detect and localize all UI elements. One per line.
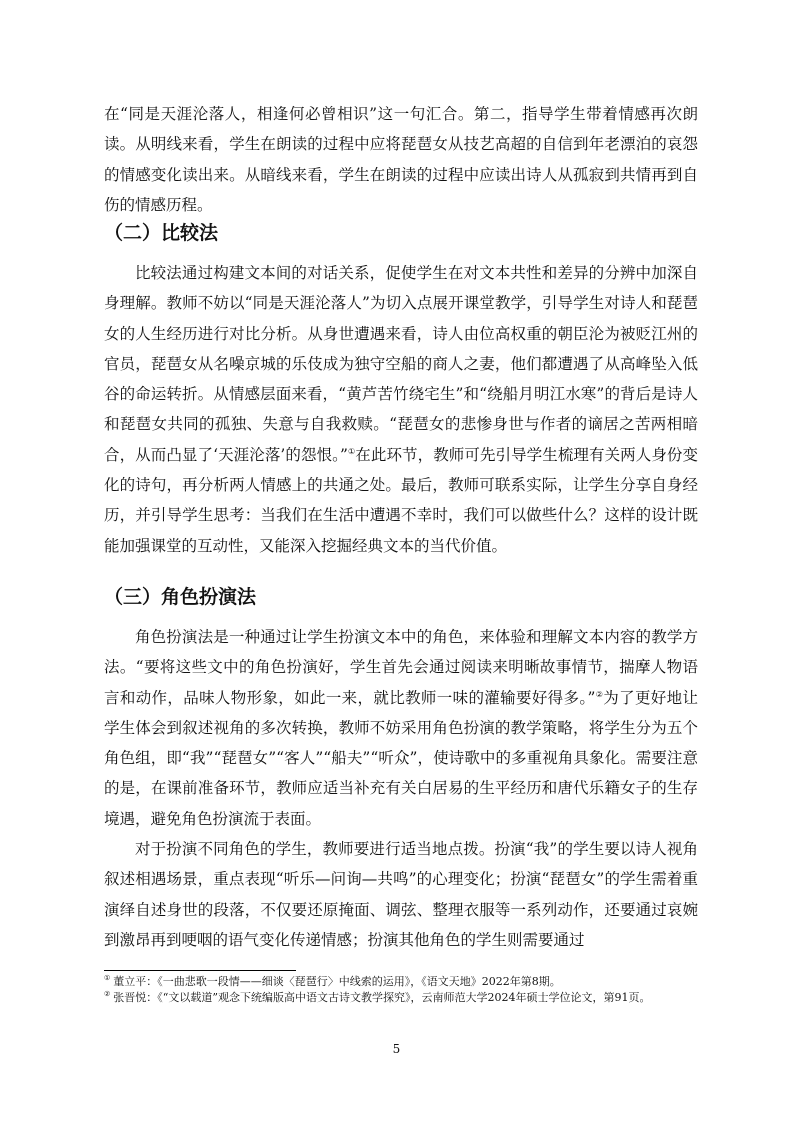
footnote-2-mark: ② xyxy=(104,990,111,999)
footnote-ref-1[interactable]: ① xyxy=(347,446,356,456)
footnote-2-text: 张晋悦：《“文以载道”观念下统编版高中语文古诗文教学探究》，云南师范大学2024年硕士学位论文，第91页。 xyxy=(113,991,651,1004)
paragraph-2-text-b: 在此环节，教师可先引导学生梳理有关两人身份变化的诗句，再分析两人情感上的共通之处。最后，教师可联系实际，让学生分享自身经历，并引导学生思考：当我们在生活中遭遇不幸时，我们可以做些什么？这样的设计既能加强课堂的互动性，又能深入挖掘经典文本的当代价值。 xyxy=(104,445,699,555)
footnotes xyxy=(104,974,698,1006)
section-heading-comparison: （二）比较法 xyxy=(104,222,219,244)
paragraph-2-text-a: 比较法通过构建文本间的对话关系，促使学生在对文本共性和差异的分辨中加深自身理解。教师不妨以“同是天涯沦落人”为切入点展开课堂教学，引导学生对诗人和琵琶女的人生经历进行对比分析。从身世遭遇来看，诗人由位高权重的朝臣沦为被贬江州的官员，琵琶女从名噪京城的乐伎成为独守空船的商人之妻，他们都遭遇了从高峰坠入低谷的命运转折。从情感层面来看，“黄芦苦竹绕宅生”和“绕船月明江水寒”的背后是诗人和琵琶女共同的孤独、失意与自我救赎。“琵琶女的悲惨身世与作者的谪居之苦两相暗合，从而凸显了‘天涯沦落’的怨恨。” xyxy=(104,264,698,464)
page-number: 5 xyxy=(392,1042,401,1056)
paragraph-1-text: 在“同是天涯沦落人，相逢何必曾相识”这一句汇合。第二，指导学生带着情感再次朗读。从明线来看，学生在朗读的过程中应将琵琶女从技艺高超的自信到年老漂泊的哀怨的情感变化读出来。从暗线来看，学生在朗读的过程中应读出诗人从孤寂到共情再到自伤的情感历程。 xyxy=(104,105,698,214)
paragraph-3-text-a: 角色扮演法是一种通过让学生扮演文本中的角色，来体验和理解文本内容的教学方法。“要将这些文中的角色扮演好，学生首先会通过阅读来明晰故事情节，揣摩人物语言和动作，品味人物形象，如此一来，就比教师一味的灌输要好得多。” xyxy=(104,628,698,707)
footnote-2 xyxy=(104,990,698,1006)
footnote-ref-2[interactable]: ② xyxy=(595,689,604,699)
footnote-divider xyxy=(104,970,296,971)
footnote-1 xyxy=(104,974,698,990)
paragraph-1 xyxy=(104,99,698,220)
paragraph-4 xyxy=(104,834,698,955)
footnote-1-text: 董立平：《一曲悲歌一段情——细谈〈琵琶行〉中线索的运用》，《语文天地》2022年第8期。 xyxy=(113,975,561,988)
section-heading-role-play: （三）角色扮演法 xyxy=(104,586,257,608)
paragraph-4-text: 对于扮演不同角色的学生，教师要进行适当地点拨。扮演“我”的学生要以诗人视角叙述相遇场景，重点表现“听乐—问询—共鸣”的心理变化；扮演“琵琶女”的学生需着重演绎自述身世的段落，不仅要还原掩面、调弦、整理衣服等一系列动作，还要通过哀婉到激昂再到哽咽的语气变化传递情感；扮演其他角色的学生则需要通过 xyxy=(104,840,698,949)
paragraph-3-text-b: 为了更好地让学生体会到叙述视角的多次转换，教师不妨采用角色扮演的教学策略，将学生分为五个角色组，即“我”“琵琶女”“客人”“船夫”“听众”，使诗歌中的多重视角具象化。需要注意的是，在课前准备环节，教师应适当补充有关白居易的生平经历和唐代乐籍女子的生存境遇，避免角色扮演流于表面。 xyxy=(104,688,698,828)
footnote-1-mark: ① xyxy=(104,974,111,983)
paragraph-2 xyxy=(104,258,698,561)
paragraph-3 xyxy=(104,622,698,834)
